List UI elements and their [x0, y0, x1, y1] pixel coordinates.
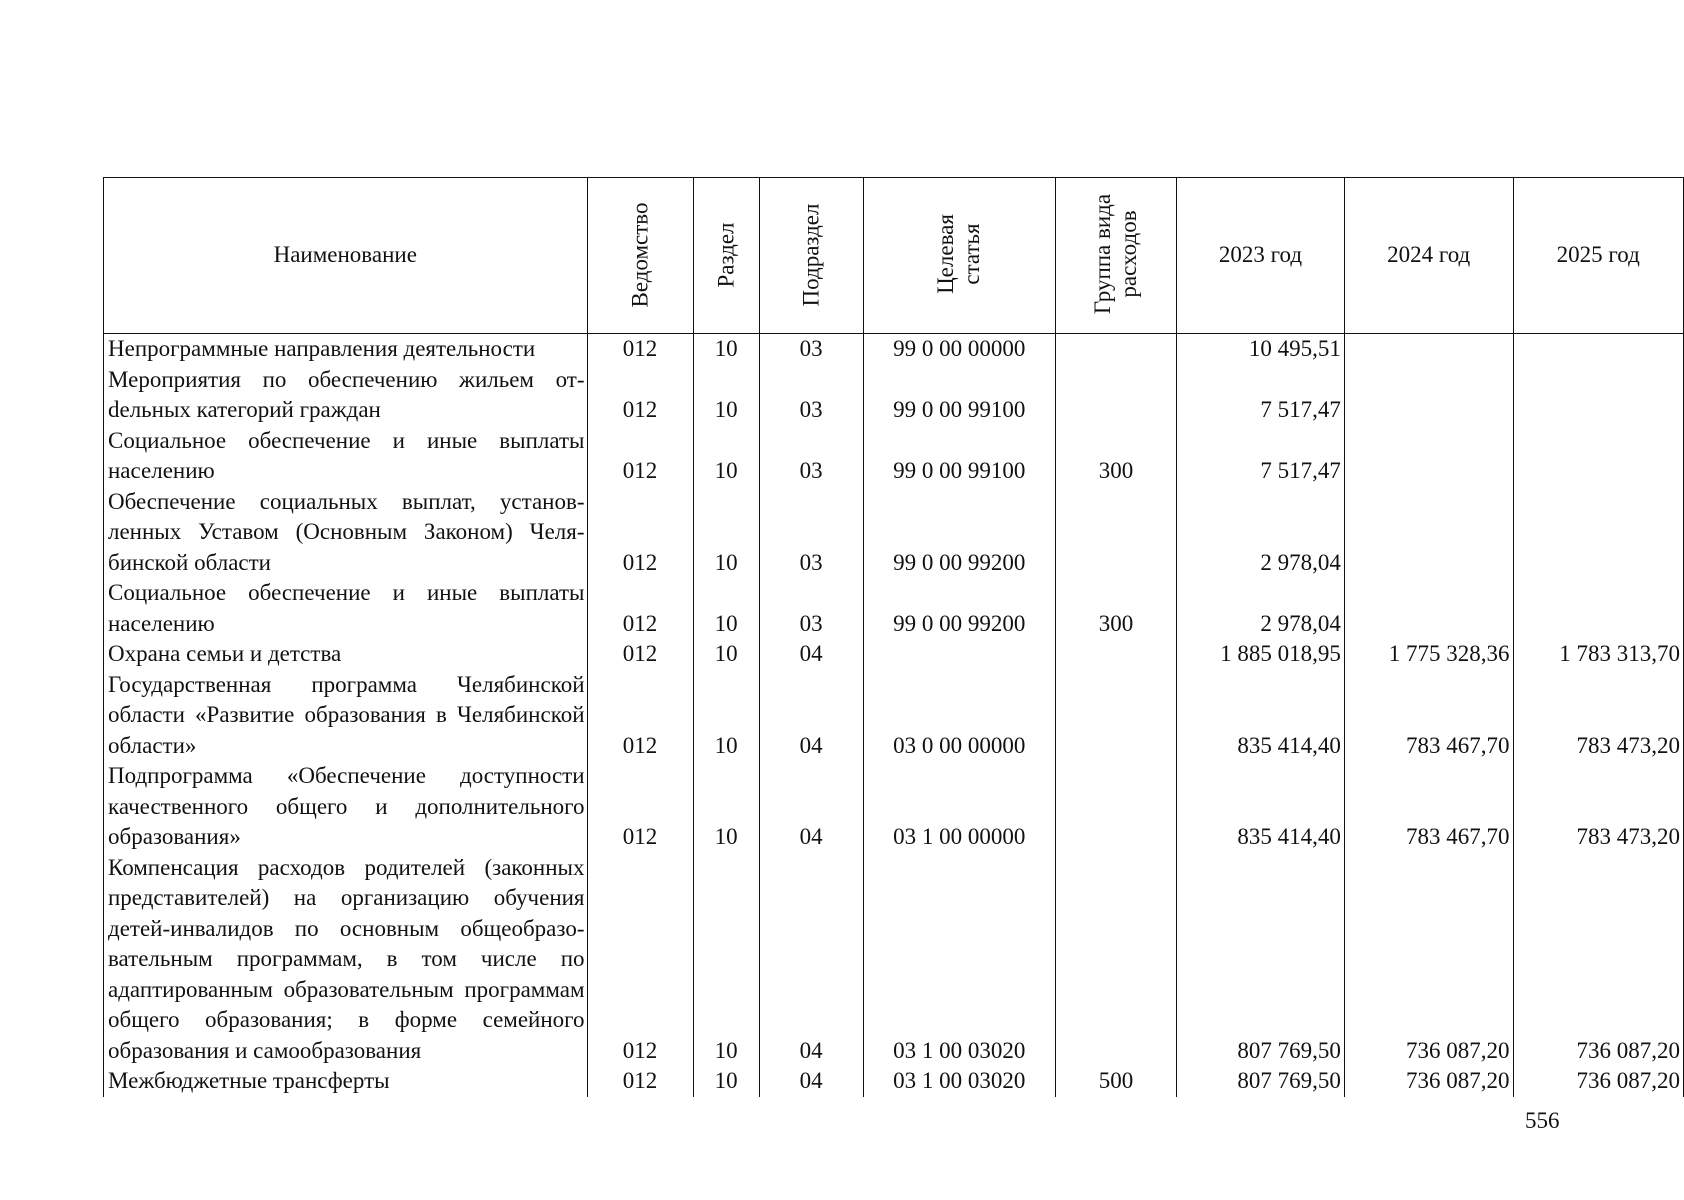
- cell-subsection: 04: [759, 1066, 863, 1097]
- table-row: [104, 578, 1684, 639]
- header-year-2024: 2024 год: [1344, 178, 1513, 334]
- cell-section: 10: [693, 426, 759, 487]
- cell-name: Подпрограмма «Обеспечение доступности качественного общего и дополнительного образования»: [104, 761, 588, 853]
- cell-name: Межбюджетные трансферты: [104, 1066, 588, 1097]
- header-year-2025: 2025 год: [1513, 178, 1684, 334]
- table-row: [104, 426, 1684, 487]
- cell-target-article: 03 1 00 03020: [863, 853, 1055, 1067]
- cell-name: Мероприятия по обеспечению жильем отdельных категорий граждан: [104, 365, 588, 426]
- cell-2024: 1 775 328,36: [1344, 639, 1513, 670]
- cell-2024: 736 087,20: [1344, 853, 1513, 1067]
- cell-2025: 783 473,20: [1513, 761, 1684, 853]
- cell-2023: 835 414,40: [1177, 761, 1345, 853]
- cell-2024: 783 467,70: [1344, 670, 1513, 762]
- cell-target-article: 99 0 00 99200: [863, 578, 1055, 639]
- cell-target-article: [863, 639, 1055, 670]
- cell-expense-group: [1055, 853, 1176, 1067]
- cell-expense-group: [1055, 639, 1176, 670]
- cell-target-article: 99 0 00 99200: [863, 487, 1055, 579]
- table-row: [104, 365, 1684, 426]
- table-row: [104, 761, 1684, 853]
- cell-2025: [1513, 365, 1684, 426]
- header-year-2023: 2023 год: [1177, 178, 1345, 334]
- cell-target-article: 03 1 00 00000: [863, 761, 1055, 853]
- cell-department: 012: [587, 761, 693, 853]
- header-row: [104, 178, 1684, 334]
- table-row: [104, 487, 1684, 579]
- cell-target-article: 99 0 00 00000: [863, 334, 1055, 365]
- cell-section: 10: [693, 670, 759, 762]
- cell-department: 012: [587, 426, 693, 487]
- cell-2024: 783 467,70: [1344, 761, 1513, 853]
- cell-section: 10: [693, 487, 759, 579]
- table-row: [104, 334, 1684, 365]
- cell-2023: 2 978,04: [1177, 578, 1345, 639]
- cell-expense-group: [1055, 487, 1176, 579]
- cell-subsection: 03: [759, 487, 863, 579]
- cell-subsection: 04: [759, 670, 863, 762]
- cell-2024: 736 087,20: [1344, 1066, 1513, 1097]
- cell-2024: [1344, 334, 1513, 365]
- cell-2025: 783 473,20: [1513, 670, 1684, 762]
- table-row: [104, 853, 1684, 1067]
- cell-expense-group: [1055, 670, 1176, 762]
- cell-department: 012: [587, 1066, 693, 1097]
- cell-name: Социальное обеспечение и иные выплаты населению: [104, 426, 588, 487]
- cell-2023: 2 978,04: [1177, 487, 1345, 579]
- cell-section: 10: [693, 853, 759, 1067]
- cell-name: Социальное обеспечение и иные выплаты населению: [104, 578, 588, 639]
- cell-department: 012: [587, 487, 693, 579]
- budget-table: [103, 177, 1684, 1097]
- header-section: Раздел: [693, 178, 759, 334]
- cell-2024: [1344, 365, 1513, 426]
- cell-section: 10: [693, 639, 759, 670]
- cell-2023: 807 769,50: [1177, 853, 1345, 1067]
- cell-2023: 10 495,51: [1177, 334, 1345, 365]
- cell-department: 012: [587, 670, 693, 762]
- cell-expense-group: 300: [1055, 426, 1176, 487]
- cell-2024: [1344, 578, 1513, 639]
- cell-target-article: 03 1 00 03020: [863, 1066, 1055, 1097]
- cell-department: 012: [587, 578, 693, 639]
- cell-2024: [1344, 426, 1513, 487]
- cell-2025: [1513, 578, 1684, 639]
- cell-subsection: 04: [759, 761, 863, 853]
- cell-subsection: 03: [759, 334, 863, 365]
- cell-subsection: 03: [759, 365, 863, 426]
- cell-2024: [1344, 487, 1513, 579]
- cell-name: Государственная программа Челябинской области «Развитие образования в Челябинской области»: [104, 670, 588, 762]
- cell-name: Охрана семьи и детства: [104, 639, 588, 670]
- table-row: [104, 639, 1684, 670]
- cell-expense-group: [1055, 761, 1176, 853]
- cell-name: Непрограммные направления деятельности: [104, 334, 588, 365]
- header-expense-group: [1055, 178, 1176, 334]
- cell-subsection: 04: [759, 639, 863, 670]
- cell-target-article: 99 0 00 99100: [863, 426, 1055, 487]
- cell-2023: 835 414,40: [1177, 670, 1345, 762]
- cell-2025: 736 087,20: [1513, 853, 1684, 1067]
- cell-name: Компенсация расходов родителей (законных представителей) на организацию обучения детей-инвалидов по основным общеобразовательным программам, в том числе по адаптированным образовательным программам общего образования; в форме семейного образования и самообразования: [104, 853, 588, 1067]
- header-target-article: [863, 178, 1055, 334]
- cell-section: 10: [693, 365, 759, 426]
- cell-2025: 736 087,20: [1513, 1066, 1684, 1097]
- cell-2023: 1 885 018,95: [1177, 639, 1345, 670]
- cell-2023: 807 769,50: [1177, 1066, 1345, 1097]
- table-row: [104, 670, 1684, 762]
- cell-expense-group: 500: [1055, 1066, 1176, 1097]
- header-target-article-line2: статья: [959, 223, 985, 285]
- header-expense-group-line1: Группа вида: [1089, 194, 1115, 315]
- cell-2025: [1513, 334, 1684, 365]
- cell-section: 10: [693, 1066, 759, 1097]
- page-number: 556: [1525, 1108, 1560, 1133]
- header-subsection: Подраздел: [759, 178, 863, 334]
- cell-department: 012: [587, 853, 693, 1067]
- header-target-article-line1: Целевая: [933, 214, 959, 295]
- cell-expense-group: [1055, 334, 1176, 365]
- cell-target-article: 99 0 00 99100: [863, 365, 1055, 426]
- cell-section: 10: [693, 761, 759, 853]
- cell-2023: 7 517,47: [1177, 365, 1345, 426]
- table-row: [104, 1066, 1684, 1097]
- cell-name: Обеспечение социальных выплат, установленных Уставом (Основным Законом) Челябинской области: [104, 487, 588, 579]
- table-body: [104, 334, 1684, 1097]
- header-department: Ведомство: [587, 178, 693, 334]
- cell-department: 012: [587, 365, 693, 426]
- cell-department: 012: [587, 639, 693, 670]
- cell-2025: 1 783 313,70: [1513, 639, 1684, 670]
- cell-2025: [1513, 487, 1684, 579]
- cell-department: 012: [587, 334, 693, 365]
- cell-section: 10: [693, 334, 759, 365]
- cell-target-article: 03 0 00 00000: [863, 670, 1055, 762]
- cell-subsection: 03: [759, 578, 863, 639]
- cell-expense-group: 300: [1055, 578, 1176, 639]
- cell-subsection: 04: [759, 853, 863, 1067]
- cell-section: 10: [693, 578, 759, 639]
- header-name: Наименование: [104, 178, 588, 334]
- cell-2023: 7 517,47: [1177, 426, 1345, 487]
- cell-2025: [1513, 426, 1684, 487]
- cell-subsection: 03: [759, 426, 863, 487]
- header-expense-group-line2: расходов: [1115, 210, 1141, 298]
- cell-expense-group: [1055, 365, 1176, 426]
